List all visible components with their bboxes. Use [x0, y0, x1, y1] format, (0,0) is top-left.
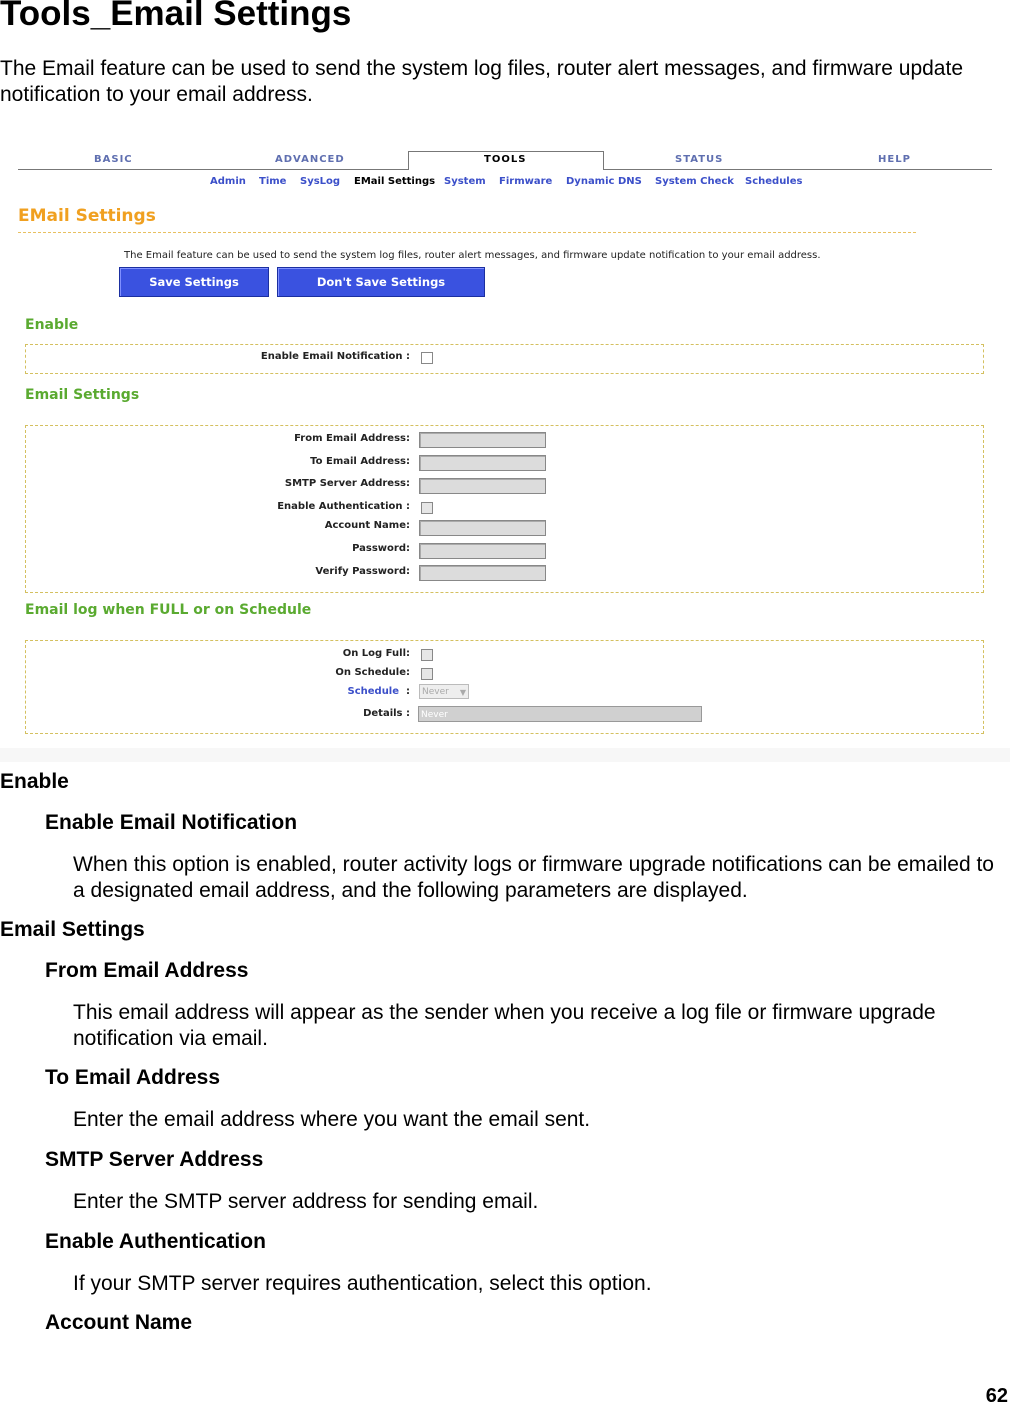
enable-notification-checkbox[interactable]	[421, 352, 433, 364]
on-schedule-checkbox[interactable]	[421, 668, 433, 680]
email-section-title: Email Settings	[25, 387, 140, 403]
account-name-label: Account Name:	[324, 520, 410, 531]
details-label: Details :	[363, 708, 410, 719]
password-input[interactable]	[419, 543, 546, 559]
router-screenshot	[0, 138, 1010, 762]
tab-basic[interactable]: BASIC	[94, 154, 133, 165]
subnav-system[interactable]: System	[444, 176, 486, 187]
subnav-time[interactable]: Time	[259, 176, 287, 187]
account-name-heading: Account Name	[45, 1311, 193, 1334]
enable-auth-checkbox[interactable]	[421, 502, 433, 514]
screenshot-bottom-edge	[0, 748, 1010, 762]
enable-notification-text: When this option is enabled, router activity logs or firmware upgrade notifications can be emailed to a designated email address, and the following parameters are displayed.	[73, 853, 994, 902]
verify-password-label: Verify Password:	[315, 566, 410, 577]
dont-save-settings-button[interactable]: Don't Save Settings	[277, 267, 485, 297]
enable-notification-heading: Enable Email Notification	[45, 811, 298, 834]
enable-notification-label: Enable Email Notification :	[260, 351, 410, 362]
router-page-heading: EMail Settings	[18, 206, 156, 226]
on-log-full-label: On Log Full:	[342, 648, 410, 659]
subnav-admin[interactable]: Admin	[210, 176, 246, 187]
chevron-down-icon: ▼	[459, 688, 466, 697]
schedule-colon: :	[406, 686, 410, 697]
to-email-text: Enter the email address where you want the email sent.	[73, 1108, 591, 1131]
from-email-label: From Email Address:	[294, 433, 410, 444]
document-intro: The Email feature can be used to send the system log files, router alert messages, and firmware update notification to your email address.	[0, 57, 963, 106]
on-log-full-checkbox[interactable]	[421, 649, 433, 661]
document-title: Tools_Email Settings	[0, 0, 352, 33]
tab-tools[interactable]: TOOLS	[484, 154, 527, 165]
from-email-text: This email address will appear as the sender when you receive a log file or firmware upgrade notification via email.	[73, 1001, 936, 1050]
auth-heading: Enable Authentication	[45, 1230, 266, 1253]
verify-password-input[interactable]	[419, 565, 546, 581]
tab-advanced[interactable]: ADVANCED	[275, 154, 345, 165]
to-email-input[interactable]	[419, 455, 546, 471]
account-name-input[interactable]	[419, 520, 546, 536]
save-settings-button[interactable]: Save Settings	[119, 267, 269, 297]
tab-baseline-right	[602, 169, 992, 170]
enable-section-title: Enable	[25, 317, 79, 333]
schedule-select-value: Never	[422, 687, 449, 697]
router-description: The Email feature can be used to send the system log files, router alert messages, and firmware update notification to your email address.	[124, 250, 821, 261]
smtp-text: Enter the SMTP server address for sending email.	[73, 1190, 539, 1213]
password-label: Password:	[352, 543, 410, 554]
enable-auth-label: Enable Authentication :	[277, 501, 410, 512]
page-number: 62	[985, 1385, 1008, 1407]
smtp-server-input[interactable]	[419, 478, 546, 494]
tab-help[interactable]: HELP	[878, 154, 911, 165]
to-email-heading: To Email Address	[45, 1066, 221, 1089]
enable-heading: Enable	[0, 770, 69, 793]
subnav-firmware[interactable]: Firmware	[499, 176, 553, 187]
from-email-input[interactable]	[419, 432, 546, 448]
from-email-heading: From Email Address	[45, 959, 249, 982]
subnav-email-settings[interactable]: EMail Settings	[354, 176, 436, 187]
subnav-syslog[interactable]: SysLog	[300, 176, 341, 187]
email-settings-heading: Email Settings	[0, 918, 145, 941]
heading-divider	[18, 232, 916, 233]
enable-section-box	[25, 344, 984, 374]
subnav-schedules[interactable]: Schedules	[745, 176, 803, 187]
subnav-dynamic-dns[interactable]: Dynamic DNS	[566, 176, 642, 187]
schedule-select[interactable]	[419, 684, 469, 699]
smtp-heading: SMTP Server Address	[45, 1148, 264, 1171]
schedule-link[interactable]: Schedule	[347, 686, 400, 697]
subnav-system-check[interactable]: System Check	[655, 176, 734, 187]
details-field[interactable]: Never	[418, 706, 702, 722]
on-schedule-label: On Schedule:	[335, 667, 410, 678]
to-email-label: To Email Address:	[310, 456, 410, 467]
schedule-label-group	[348, 686, 411, 697]
auth-text: If your SMTP server requires authentication, select this option.	[73, 1272, 652, 1295]
tab-baseline-left	[18, 169, 408, 170]
smtp-server-label: SMTP Server Address:	[284, 478, 410, 489]
log-section-title: Email log when FULL or on Schedule	[25, 602, 312, 618]
tab-status[interactable]: STATUS	[675, 154, 724, 165]
